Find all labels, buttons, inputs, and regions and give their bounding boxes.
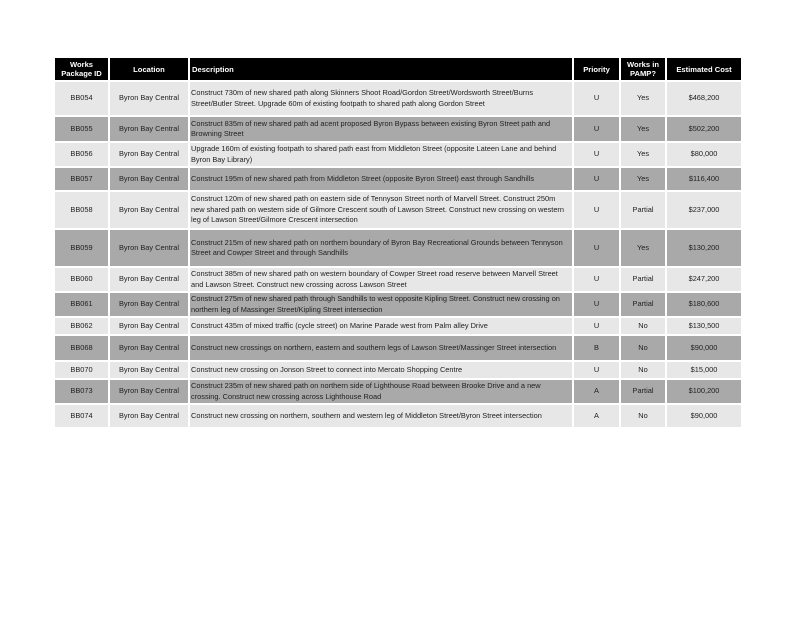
cell-estimated-cost: $468,200 — [667, 82, 741, 115]
cell-location: Byron Bay Central — [110, 192, 188, 228]
cell-description: Construct 730m of new shared path along Skinners Shoot Road/Gordon Street/Wordsworth Street/Burns Street/Butler Street. Upgrade 60m of existing footpath to shared path along Gordon Street — [190, 82, 572, 115]
cell-estimated-cost: $15,000 — [667, 362, 741, 378]
table-row — [55, 143, 741, 166]
table-header-row — [55, 58, 741, 80]
cell-location: Byron Bay Central — [110, 82, 188, 115]
cell-location: Byron Bay Central — [110, 336, 188, 360]
cell-works-in-pamp: Yes — [621, 230, 665, 266]
cell-package-id: BB070 — [55, 362, 108, 378]
cell-priority: U — [574, 230, 619, 266]
cell-estimated-cost: $116,400 — [667, 168, 741, 190]
cell-location: Byron Bay Central — [110, 362, 188, 378]
cell-description: Construct 235m of new shared path on northern side of Lighthouse Road between Brooke Drive and a new crossing. Construct new crossing across Lighthouse Road — [190, 380, 572, 403]
table-row — [55, 82, 741, 115]
cell-priority: A — [574, 380, 619, 403]
cell-works-in-pamp: Partial — [621, 192, 665, 228]
table-row — [55, 380, 741, 403]
cell-description: Construct 385m of new shared path on western boundary of Cowper Street road reserve between Marvell Street and Lawson Street. Construct new crossing across Lawson Street — [190, 268, 572, 291]
cell-location: Byron Bay Central — [110, 380, 188, 403]
cell-priority: U — [574, 117, 619, 141]
header-works-package-id: Works Package ID — [55, 58, 108, 80]
cell-priority: U — [574, 143, 619, 166]
table-row — [55, 168, 741, 190]
table-row — [55, 318, 741, 334]
cell-works-in-pamp: No — [621, 362, 665, 378]
cell-description: Construct 275m of new shared path through Sandhills to west opposite Kipling Street. Construct new crossing on northern leg of Massinger Street/Kipling Street intersection — [190, 293, 572, 316]
cell-description: Upgrade 160m of existing footpath to shared path east from Middleton Street (opposite Lateen Lane and behind Byron Bay Library) — [190, 143, 572, 166]
cell-package-id: BB073 — [55, 380, 108, 403]
cell-package-id: BB054 — [55, 82, 108, 115]
cell-estimated-cost: $237,000 — [667, 192, 741, 228]
cell-description: Construct 215m of new shared path on northern boundary of Byron Bay Recreational Grounds between Tennyson Street and Cowper Street and through Sandhills — [190, 230, 572, 266]
cell-location: Byron Bay Central — [110, 293, 188, 316]
cell-estimated-cost: $247,200 — [667, 268, 741, 291]
cell-works-in-pamp: Yes — [621, 143, 665, 166]
cell-works-in-pamp: Yes — [621, 168, 665, 190]
cell-package-id: BB055 — [55, 117, 108, 141]
cell-package-id: BB060 — [55, 268, 108, 291]
table-row — [55, 362, 741, 378]
cell-estimated-cost: $502,200 — [667, 117, 741, 141]
cell-location: Byron Bay Central — [110, 117, 188, 141]
cell-priority: B — [574, 336, 619, 360]
cell-location: Byron Bay Central — [110, 268, 188, 291]
header-description: Description — [190, 58, 572, 80]
table-row — [55, 268, 741, 291]
cell-package-id: BB061 — [55, 293, 108, 316]
cell-location: Byron Bay Central — [110, 230, 188, 266]
cell-package-id: BB062 — [55, 318, 108, 334]
cell-description: Construct new crossing on Jonson Street to connect into Mercato Shopping Centre — [190, 362, 572, 378]
table-row — [55, 192, 741, 228]
table-row — [55, 336, 741, 360]
table-row — [55, 230, 741, 266]
cell-location: Byron Bay Central — [110, 143, 188, 166]
cell-priority: U — [574, 362, 619, 378]
cell-works-in-pamp: Partial — [621, 380, 665, 403]
cell-priority: U — [574, 192, 619, 228]
cell-estimated-cost: $80,000 — [667, 143, 741, 166]
table-row — [55, 117, 741, 141]
cell-package-id: BB058 — [55, 192, 108, 228]
cell-description: Construct 435m of mixed traffic (cycle street) on Marine Parade west from Palm alley Drive — [190, 318, 572, 334]
works-package-table — [53, 56, 743, 429]
cell-estimated-cost: $130,500 — [667, 318, 741, 334]
cell-package-id: BB059 — [55, 230, 108, 266]
cell-package-id: BB068 — [55, 336, 108, 360]
cell-location: Byron Bay Central — [110, 318, 188, 334]
cell-works-in-pamp: Partial — [621, 268, 665, 291]
cell-priority: U — [574, 268, 619, 291]
cell-priority: U — [574, 82, 619, 115]
header-location: Location — [110, 58, 188, 80]
cell-description: Construct new crossings on northern, eastern and southern legs of Lawson Street/Massinger Street intersection — [190, 336, 572, 360]
header-priority: Priority — [574, 58, 619, 80]
cell-package-id: BB057 — [55, 168, 108, 190]
cell-location: Byron Bay Central — [110, 405, 188, 427]
table-row — [55, 405, 741, 427]
cell-description: Construct new crossing on northern, southern and western leg of Middleton Street/Byron Street intersection — [190, 405, 572, 427]
cell-package-id: BB056 — [55, 143, 108, 166]
cell-priority: U — [574, 293, 619, 316]
cell-priority: U — [574, 168, 619, 190]
cell-description: Construct 120m of new shared path on eastern side of Tennyson Street north of Marvell Street. Construct 250m new shared path on western side of Gilmore Crescent south of Lawson Street. Construct new crossing on western leg of Lawson Street/Gilmore Crescent intersection — [190, 192, 572, 228]
header-estimated-cost: Estimated Cost — [667, 58, 741, 80]
cell-estimated-cost: $90,000 — [667, 405, 741, 427]
cell-works-in-pamp: Yes — [621, 82, 665, 115]
cell-works-in-pamp: Partial — [621, 293, 665, 316]
table-row — [55, 293, 741, 316]
cell-works-in-pamp: No — [621, 336, 665, 360]
cell-description: Construct 195m of new shared path from Middleton Street (opposite Byron Street) east through Sandhills — [190, 168, 572, 190]
cell-estimated-cost: $180,600 — [667, 293, 741, 316]
header-works-in-pamp: Works in PAMP? — [621, 58, 665, 80]
cell-priority: U — [574, 318, 619, 334]
cell-package-id: BB074 — [55, 405, 108, 427]
cell-priority: A — [574, 405, 619, 427]
cell-estimated-cost: $100,200 — [667, 380, 741, 403]
cell-description: Construct 835m of new shared path ad acent proposed Byron Bypass between existing Byron Street path and Browning Street — [190, 117, 572, 141]
cell-works-in-pamp: Yes — [621, 117, 665, 141]
cell-estimated-cost: $90,000 — [667, 336, 741, 360]
cell-location: Byron Bay Central — [110, 168, 188, 190]
cell-works-in-pamp: No — [621, 318, 665, 334]
cell-estimated-cost: $130,200 — [667, 230, 741, 266]
cell-works-in-pamp: No — [621, 405, 665, 427]
